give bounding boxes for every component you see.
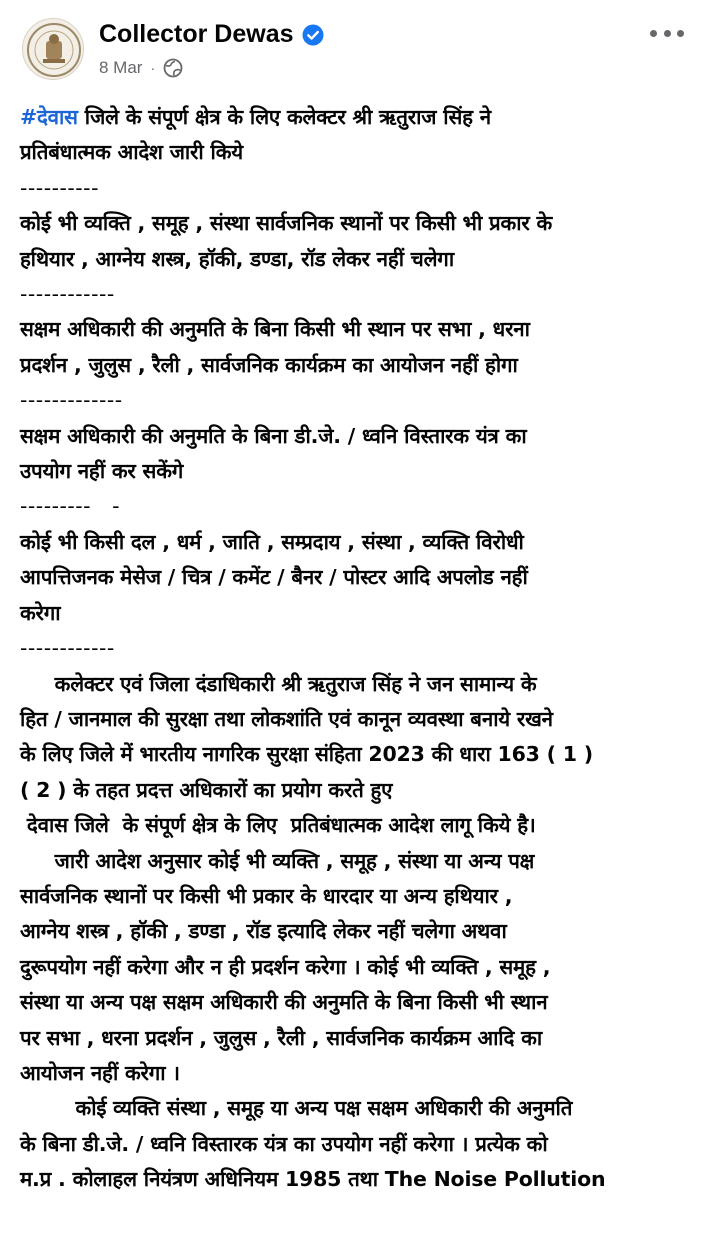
more-options-icon[interactable] — [650, 24, 684, 42]
post-line: प्रतिबंधात्मक आदेश जारी किये — [20, 140, 243, 165]
post-line: प्रदर्शन , जुलुस , रैली , सार्वजनिक कार्यक्रम का आयोजन नहीं होगा — [20, 352, 518, 377]
post-line: के बिना डी.जे. / ध्वनि विस्तारक यंत्र का उपयोग नहीं करेगा । प्रत्येक को — [20, 1131, 548, 1156]
post-line: संस्था या अन्य पक्ष सक्षम अधिकारी की अनुमति के बिना किसी भी स्थान — [20, 990, 548, 1015]
post-line: के लिए जिले में भारतीय नागरिक सुरक्षा संहिता 2023 की धारा 163 ( 1 ) — [20, 742, 593, 767]
divider-line: ------------ — [20, 636, 115, 661]
post-line: उपयोग नहीं कर सकेंगे — [20, 459, 184, 484]
more-dot — [664, 30, 671, 37]
emblem-icon — [23, 19, 85, 81]
post-line: जारी आदेश अनुसार कोई भी व्यक्ति , समूह , संस्था या अन्य पक्ष — [20, 848, 535, 873]
globe-icon — [163, 58, 183, 78]
post-line: कोई भी किसी दल , धर्म , जाति , सम्प्रदाय , संस्था , व्यक्ति विरोधी — [20, 529, 524, 554]
post-line: सार्वजनिक स्थानों पर किसी भी प्रकार के धारदार या अन्य हथियार , — [20, 883, 513, 908]
post-line: दुरूपयोग नहीं करेगा और न ही प्रदर्शन करेगा । कोई भी व्यक्ति , समूह , — [20, 954, 551, 979]
more-dot — [677, 30, 684, 37]
post-line: ( 2 ) के तहत प्रदत्त अधिकारों का प्रयोग करते हुए — [20, 777, 393, 802]
post-text: जिले के संपूर्ण क्षेत्र के लिए कलेक्टर श्री ऋतुराज सिंह ने — [77, 105, 491, 129]
post-header — [0, 0, 702, 100]
post-line — [20, 100, 690, 135]
post-line: पर सभा , धरना प्रदर्शन , जुलुस , रैली , सार्वजनिक कार्यक्रम आदि का — [20, 1025, 542, 1050]
post-body — [20, 100, 690, 1198]
verified-badge-icon — [302, 24, 324, 46]
divider-line: ------------- — [20, 388, 123, 413]
post-line: हथियार , आग्नेय शस्त्र, हॉकी, डण्डा, रॉड लेकर नहीं चलेगा — [20, 246, 454, 271]
page-name[interactable]: Collector Dewas — [99, 20, 294, 48]
post-line: देवास जिले के संपूर्ण क्षेत्र के लिए प्रतिबंधात्मक आदेश लागू किये है। — [20, 813, 536, 838]
post-line: कोई भी व्यक्ति , समूह , संस्था सार्वजनिक स्थानों पर किसी भी प्रकार के — [20, 211, 552, 236]
post-line: आपत्तिजनक मेसेज / चित्र / कमेंट / बैनर / पोस्टर आदि अपलोड नहीं — [20, 565, 528, 590]
post-date[interactable]: 8 Mar — [99, 58, 143, 77]
more-dot — [650, 30, 657, 37]
post-line: म.प्र . कोलाहल नियंत्रण अधिनियम 1985 तथा The Noise Pollution — [20, 1167, 606, 1192]
post-line: हित / जानमाल की सुरक्षा तथा लोकशांति एवं कानून व्यवस्था बनाये रखने — [20, 706, 553, 731]
divider-line: --------- - — [20, 494, 121, 519]
hashtag-link[interactable]: #देवास — [20, 105, 78, 129]
divider-line: ------------ — [20, 282, 115, 307]
post-line: आग्नेय शस्त्र , हॉकी , डण्डा , रॉड इत्यादि लेकर नहीं चलेगा अथवा — [20, 919, 507, 944]
post-line: करेगा — [20, 600, 61, 625]
meta-separator: · — [150, 60, 156, 76]
post-line: आयोजन नहीं करेगा । — [20, 1060, 180, 1085]
post-line: सक्षम अधिकारी की अनुमति के बिना डी.जे. / ध्वनि विस्तारक यंत्र का — [20, 423, 527, 448]
post-line: सक्षम अधिकारी की अनुमति के बिना किसी भी स्थान पर सभा , धरना — [20, 317, 530, 342]
page-avatar[interactable] — [22, 18, 84, 80]
post-line: कोई व्यक्ति संस्था , समूह या अन्य पक्ष सक्षम अधिकारी की अनुमति — [20, 1096, 573, 1121]
divider-line: ---------- — [20, 175, 99, 200]
post-line: कलेक्टर एवं जिला दंडाधिकारी श्री ऋतुराज सिंह ने जन सामान्य के — [20, 671, 537, 696]
